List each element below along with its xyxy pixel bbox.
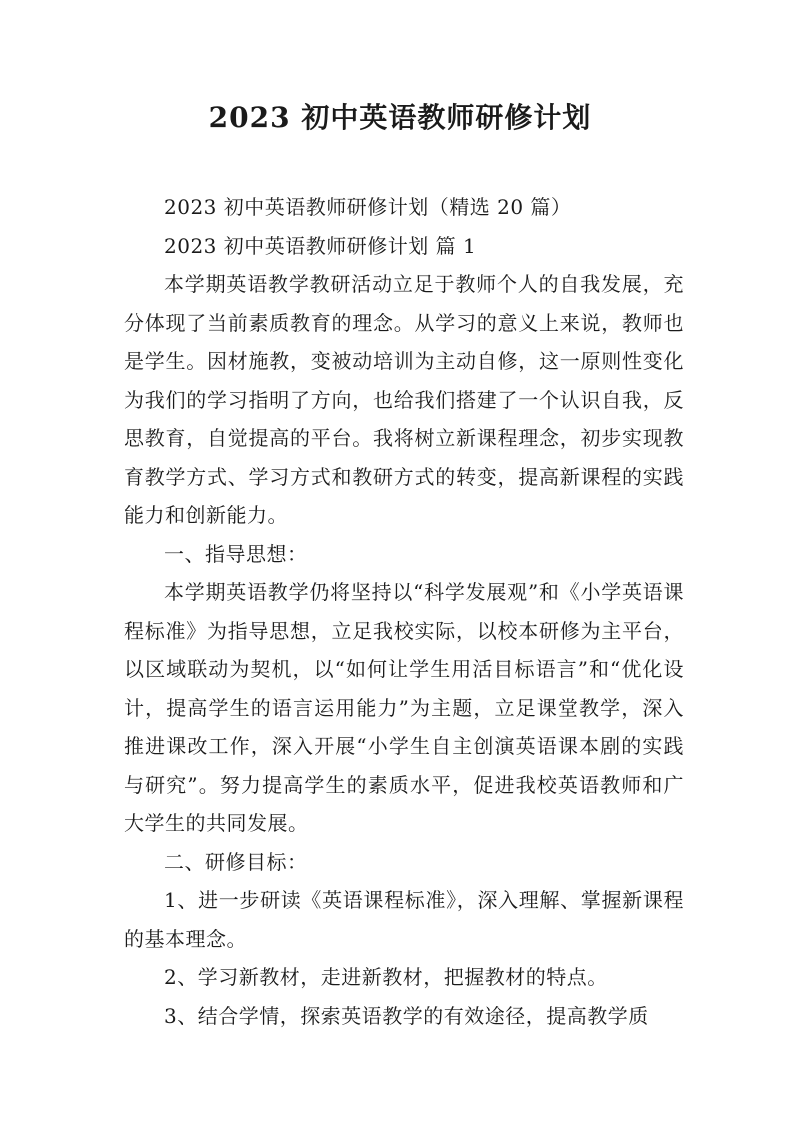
document-title: 2023 初中英语教师研修计划 xyxy=(208,101,592,134)
subtitle-collection: 2023 初中英语教师研修计划（精选 20 篇） xyxy=(164,195,572,219)
goal-item-1: 1、进一步研读《英语课程标准》，深入理解、掌握新课程的基本理念。 xyxy=(124,888,684,951)
heading-guiding-ideology: 一、指导思想： xyxy=(164,541,308,566)
section-heading-part-1: 2023 初中英语教师研修计划 篇 1 xyxy=(164,233,477,258)
heading-study-goals: 二、研修目标： xyxy=(164,849,308,874)
document-body xyxy=(124,188,684,1035)
intro-paragraph: 本学期英语教学教研活动立足于教师个人的自我发展，充分体现了当前素质教育的理念。从学习的意义上来说，教师也是学生。因材施教，变被动培训为主动自修，这一原则性变化为我们的学习指明了方向，也给我们搭建了一个认识自我，反思教育，自觉提高的平台。我将树立新课程理念，初步实现教育教学方式、学习方式和教研方式的转变，提高新课程的实践能力和创新能力。 xyxy=(124,272,684,527)
guiding-ideology-paragraph: 本学期英语教学仍将坚持以“科学发展观”和《小学英语课程标准》为指导思想，立足我校实际，以校本研修为主平台，以区域联动为契机，以“如何让学生用活目标语言”和“优化设计，提高学生的语言运用能力”为主题，立足课堂教学，深入推进课改工作，深入开展“小学生自主创演英语课本剧的实践与研究”。努力提高学生的素质水平，促进我校英语教师和广大学生的共同发展。 xyxy=(124,580,684,835)
goal-item-3: 3、结合学情，探索英语教学的有效途径，提高教学质 xyxy=(164,1003,649,1028)
goal-item-2: 2、学习新教材，走进新教材，把握教材的特点。 xyxy=(164,965,608,989)
